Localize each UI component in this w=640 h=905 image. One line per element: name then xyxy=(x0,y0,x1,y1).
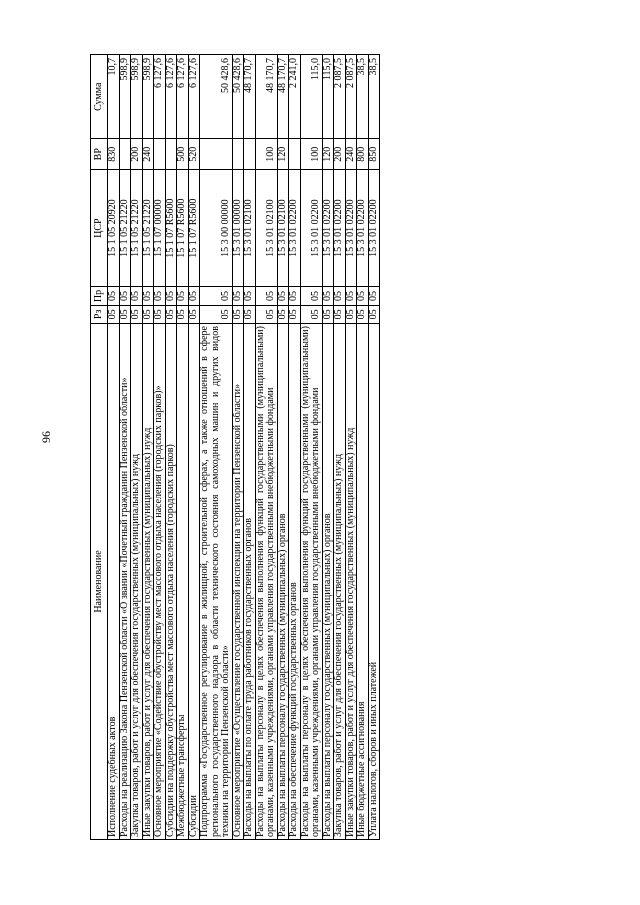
table-cell-vr: 100 xyxy=(255,139,277,170)
table-cell-vr: 120 xyxy=(322,139,334,170)
table-cell-name: Иные закупки товаров, работ и услуг для обеспечения государственных (муниципальных) нужд xyxy=(345,324,357,840)
table-row xyxy=(232,55,244,840)
table-cell-rz: 05 xyxy=(142,305,154,323)
table-cell-sum: 38,5 xyxy=(368,55,380,139)
table-cell-rz: 05 xyxy=(177,305,189,323)
table-cell-pr: 05 xyxy=(154,287,166,305)
table-cell-rz: 05 xyxy=(277,305,289,323)
table-row xyxy=(142,55,154,840)
table-cell-name: Расходы на выплаты по оплате труда работников государственных органов xyxy=(244,324,256,840)
table-cell-vr xyxy=(244,139,256,170)
table-cell-csr: 15 1 07 00000 xyxy=(154,169,166,286)
table-cell-csr: 15 1 05 21220 xyxy=(142,169,154,286)
table-cell-sum: 2 087,5 xyxy=(345,55,357,139)
table-cell-rz: 05 xyxy=(322,305,334,323)
table-row xyxy=(108,55,120,840)
table-cell-vr: 200 xyxy=(131,139,143,170)
column-header-pr: Пр xyxy=(91,287,108,305)
budget-table xyxy=(90,54,380,840)
table-cell-sum: 48 170,7 xyxy=(255,55,277,139)
table-cell-rz: 05 xyxy=(188,305,200,323)
table-cell-csr: 15 1 07 R5600 xyxy=(165,169,177,286)
table-cell-name: Расходы на выплаты персоналу государственных (муниципальных) органов xyxy=(277,324,289,840)
table-cell-sum: 48 170,7 xyxy=(244,55,256,139)
table-cell-csr: 15 3 01 02200 xyxy=(289,169,301,286)
table-cell-sum: 115,0 xyxy=(300,55,322,139)
page-number: 96 xyxy=(39,431,53,443)
table-row xyxy=(357,55,369,840)
table-cell-vr xyxy=(154,139,166,170)
table-row xyxy=(322,55,334,840)
table-cell-pr: 05 xyxy=(244,287,256,305)
table-header-row xyxy=(91,55,108,840)
budget-table-rotated xyxy=(90,54,640,840)
table-cell-rz: 05 xyxy=(200,305,233,323)
table-cell-vr: 100 xyxy=(300,139,322,170)
table-cell-pr: 05 xyxy=(142,287,154,305)
table-cell-sum: 2 087,5 xyxy=(334,55,346,139)
table-cell-pr: 05 xyxy=(108,287,120,305)
table-cell-rz: 05 xyxy=(154,305,166,323)
table-cell-pr: 05 xyxy=(300,287,322,305)
table-cell-vr xyxy=(200,139,233,170)
table-cell-pr: 05 xyxy=(368,287,380,305)
table-cell-rz: 05 xyxy=(232,305,244,323)
table-cell-name: Иные бюджетные ассигнования xyxy=(357,324,369,840)
table-cell-rz: 05 xyxy=(368,305,380,323)
table-cell-csr: 15 1 05 21220 xyxy=(131,169,143,286)
table-cell-csr: 15 3 01 02200 xyxy=(334,169,346,286)
table-cell-name: Расходы на реализацию Закона Пензенской области «О звании «Почетный гражданин Пензенской области» xyxy=(119,324,131,840)
table-cell-csr: 15 1 07 R5600 xyxy=(188,169,200,286)
table-row xyxy=(289,55,301,840)
table-cell-vr: 850 xyxy=(368,139,380,170)
table-cell-name: Межбюджетные трансферты xyxy=(177,324,189,840)
table-cell-name: Расходы на обеспечение функций государственных органов xyxy=(289,324,301,840)
column-header-vr: ВР xyxy=(91,139,108,170)
table-cell-pr: 05 xyxy=(165,287,177,305)
table-cell-sum: 48 170,7 xyxy=(277,55,289,139)
table-row xyxy=(277,55,289,840)
table-cell-name: Основное мероприятие «Содействие обустройству мест массового отдыха населения (городских парков)» xyxy=(154,324,166,840)
table-cell-vr: 200 xyxy=(334,139,346,170)
table-row xyxy=(255,55,277,840)
table-cell-csr: 15 3 01 02100 xyxy=(277,169,289,286)
table-row xyxy=(334,55,346,840)
table-cell-rz: 05 xyxy=(289,305,301,323)
column-header-csr: ЦСР xyxy=(91,169,108,286)
table-cell-csr: 15 3 01 02200 xyxy=(300,169,322,286)
table-cell-name: Закупка товаров, работ и услуг для обеспечения государственных (муниципальных) нужд xyxy=(334,324,346,840)
table-cell-csr: 15 3 01 00000 xyxy=(232,169,244,286)
table-row xyxy=(177,55,189,840)
table-cell-sum: 598,9 xyxy=(131,55,143,139)
table-cell-pr: 05 xyxy=(232,287,244,305)
table-row xyxy=(188,55,200,840)
table-cell-rz: 05 xyxy=(300,305,322,323)
table-cell-name: Расходы на выплаты персоналу в целях обеспечения выполнения функций государственными (муниципальными) органами, казенными учреждениями, органами управления государственными внебюджетными фондами xyxy=(300,324,322,840)
table-cell-vr: 800 xyxy=(357,139,369,170)
table-cell-name: Субсидии на поддержку обустройства мест массового отдыха населения (городских парков) xyxy=(165,324,177,840)
table-cell-pr: 05 xyxy=(345,287,357,305)
table-cell-sum: 6 127,6 xyxy=(177,55,189,139)
table-cell-pr: 05 xyxy=(255,287,277,305)
table-cell-sum: 598,9 xyxy=(142,55,154,139)
table-cell-pr: 05 xyxy=(334,287,346,305)
table-cell-pr: 05 xyxy=(289,287,301,305)
table-cell-name: Закупка товаров, работ и услуг для обеспечения государственных (муниципальных) нужд xyxy=(131,324,143,840)
table-cell-vr: 830 xyxy=(108,139,120,170)
table-row xyxy=(200,55,233,840)
table-cell-rz: 05 xyxy=(255,305,277,323)
table-cell-name: Подпрограмма «Государственное регулирование в жилищной, строительной сферах, а также отношений в сфере регионального государственного надзора в области технического состояния самоходных машин и других видов техники на территории Пензенской области» xyxy=(200,324,233,840)
table-cell-vr: 500 xyxy=(177,139,189,170)
table-body xyxy=(108,55,380,840)
table-row xyxy=(131,55,143,840)
table-row xyxy=(368,55,380,840)
table-cell-rz: 05 xyxy=(119,305,131,323)
table-cell-csr: 15 3 01 02100 xyxy=(244,169,256,286)
table-cell-csr: 15 3 01 02200 xyxy=(368,169,380,286)
table-cell-vr: 240 xyxy=(142,139,154,170)
table-cell-pr: 05 xyxy=(357,287,369,305)
table-cell-sum: 2 241,0 xyxy=(289,55,301,139)
table-cell-rz: 05 xyxy=(345,305,357,323)
table-cell-pr: 05 xyxy=(277,287,289,305)
table-cell-sum: 6 127,6 xyxy=(188,55,200,139)
table-cell-rz: 05 xyxy=(334,305,346,323)
table-cell-name: Иные закупки товаров, работ и услуг для обеспечения государственных (муниципальных) нужд xyxy=(142,324,154,840)
column-header-sum: Сумма xyxy=(91,55,108,139)
table-cell-sum: 6 127,6 xyxy=(154,55,166,139)
table-cell-csr: 15 3 01 02200 xyxy=(322,169,334,286)
table-cell-vr: 120 xyxy=(277,139,289,170)
table-cell-csr: 15 1 05 20920 xyxy=(108,169,120,286)
table-cell-sum: 38,5 xyxy=(357,55,369,139)
table-cell-name: Уплата налогов, сборов и иных платежей xyxy=(368,324,380,840)
table-row xyxy=(154,55,166,840)
table-cell-vr xyxy=(289,139,301,170)
table-cell-csr: 15 3 01 02100 xyxy=(255,169,277,286)
table-cell-vr: 520 xyxy=(188,139,200,170)
table-row xyxy=(165,55,177,840)
table-cell-vr xyxy=(165,139,177,170)
table-cell-pr: 05 xyxy=(322,287,334,305)
table-cell-csr: 15 3 01 02200 xyxy=(357,169,369,286)
table-row xyxy=(119,55,131,840)
table-cell-name: Исполнение судебных актов xyxy=(108,324,120,840)
table-cell-sum: 50 428,6 xyxy=(200,55,233,139)
table-cell-name: Расходы на выплаты персоналу в целях обеспечения выполнения функций государственными (муниципальными) органами, казенными учреждениями, органами управления государственными внебюджетными фондами xyxy=(255,324,277,840)
table-cell-csr: 15 3 01 02200 xyxy=(345,169,357,286)
column-header-name: Наименование xyxy=(91,324,108,840)
table-cell-csr: 15 1 07 R5600 xyxy=(177,169,189,286)
table-cell-sum: 115,0 xyxy=(322,55,334,139)
table-row xyxy=(244,55,256,840)
table-cell-csr: 15 3 00 00000 xyxy=(200,169,233,286)
table-cell-csr: 15 1 05 21220 xyxy=(119,169,131,286)
table-row xyxy=(300,55,322,840)
table-cell-pr: 05 xyxy=(131,287,143,305)
table-cell-sum: 10,7 xyxy=(108,55,120,139)
table-cell-sum: 598,9 xyxy=(119,55,131,139)
table-cell-name: Основное мероприятие «Осуществление государственной инспекции на территории Пензенской области» xyxy=(232,324,244,840)
table-cell-rz: 05 xyxy=(357,305,369,323)
table-cell-rz: 05 xyxy=(165,305,177,323)
table-cell-vr: 240 xyxy=(345,139,357,170)
table-cell-rz: 05 xyxy=(244,305,256,323)
column-header-rz: Рз xyxy=(91,305,108,323)
table-row xyxy=(345,55,357,840)
table-cell-pr: 05 xyxy=(177,287,189,305)
table-cell-vr xyxy=(232,139,244,170)
table-cell-rz: 05 xyxy=(131,305,143,323)
table-cell-rz: 05 xyxy=(108,305,120,323)
table-cell-pr: 05 xyxy=(188,287,200,305)
table-cell-sum: 50 428,6 xyxy=(232,55,244,139)
table-cell-sum: 6 127,6 xyxy=(165,55,177,139)
table-cell-pr: 05 xyxy=(119,287,131,305)
table-cell-name: Субсидии xyxy=(188,324,200,840)
table-cell-vr xyxy=(119,139,131,170)
table-cell-pr: 05 xyxy=(200,287,233,305)
table-cell-name: Расходы на выплаты персоналу государственных (муниципальных) органов xyxy=(322,324,334,840)
